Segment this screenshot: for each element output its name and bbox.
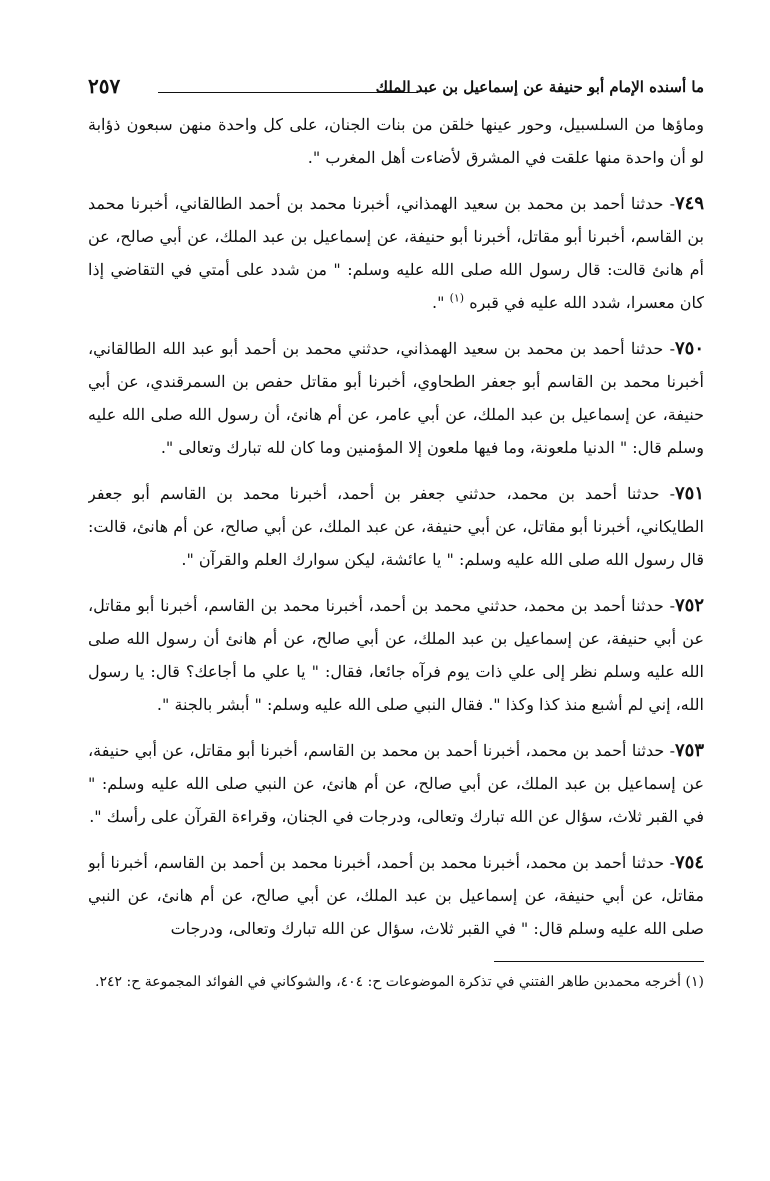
hadith-text-tail: ". bbox=[432, 293, 450, 312]
paragraph-continuation bbox=[88, 108, 704, 174]
hadith-text: - حدثنا أحمد بن محمد بن سعيد الهمذاني، حدثني محمد بن أحمد أبو عبد الله الطالقاني، أخبرنا محمد بن القاسم أبو جعفر الطحاوي، أخبرنا أبو مقاتل حفص بن السمرقندي، عن أبي حنيفة، عن إسماعيل بن عبد الملك، عن أبي عامر، عن أم هانئ، أن رسول الله صلى الله عليه وسلم قال: " الدنيا ملعونة، وما فيها ملعون إلا المؤمنين وما كان لله تبارك وتعالى ". bbox=[88, 339, 704, 457]
hadith-751 bbox=[88, 477, 704, 576]
hadith-750 bbox=[88, 332, 704, 464]
page-number: ٢٥٧ bbox=[88, 74, 121, 98]
main-text bbox=[88, 108, 704, 945]
hadith-text: - حدثنا أحمد بن محمد، حدثني محمد بن أحمد، أخبرنا محمد بن القاسم، أخبرنا أبو مقاتل، عن أبي حنيفة، عن إسماعيل بن عبد الملك، عن أبي صالح، عن أم هانئ أن رسول الله صلى الله عليه وسلم نظر إلى علي ذات يوم فرآه جائعا، فقال: " يا علي ما أجاعك؟ قال: يا رسول الله، إني لم أشبع منذ كذا وكذا ". فقال النبي صلى الله عليه وسلم: " أبشر بالجنة ". bbox=[88, 596, 704, 714]
hadith-number: ٧٥١ bbox=[674, 483, 704, 504]
hadith-749 bbox=[88, 187, 704, 319]
hadith-number: ٧٥٠ bbox=[674, 338, 704, 359]
book-page bbox=[88, 72, 704, 1112]
footnote-1: (١) أخرجه محمدبن طاهر الفتني في تذكرة الموضوعات ح: ٤٠٤، والشوكاني في الفوائد المجموعة ح: ٢٤٢. bbox=[95, 974, 704, 990]
hadith-number: ٧٥٣ bbox=[674, 740, 704, 761]
hadith-number: ٧٤٩ bbox=[674, 193, 704, 214]
hadith-753 bbox=[88, 734, 704, 833]
hadith-number: ٧٥٤ bbox=[674, 852, 704, 873]
footnotes bbox=[88, 970, 704, 994]
footnote-marker[interactable]: (١) bbox=[449, 291, 465, 305]
hadith-754 bbox=[88, 846, 704, 945]
hadith-text: - حدثنا أحمد بن محمد، حدثني جعفر بن أحمد، أخبرنا محمد بن القاسم أبو جعفر الطايكاني، أخبرنا أبو مقاتل، عن أبي حنيفة، عن عبد الملك، عن أبي صالح، عن أم هانئ، قالت: قال رسول الله صلى الله عليه وسلم: " يا عائشة، ليكن سوارك العلم والقرآن ". bbox=[88, 484, 704, 569]
footnote-rule bbox=[494, 961, 704, 962]
hadith-text: - حدثنا أحمد بن محمد، أخبرنا محمد بن أحمد، أخبرنا محمد بن أحمد بن القاسم، أخبرنا أبو مقاتل، عن أبي حنيفة، عن إسماعيل بن عبد الملك، عن أبي صالح، عن أم هانئ، عن النبي صلى الله عليه وسلم قال: " في القبر ثلاث، سؤال عن الله تبارك وتعالى، ودرجات bbox=[88, 853, 704, 938]
hadith-number: ٧٥٢ bbox=[674, 595, 704, 616]
hadith-text: - حدثنا أحمد بن محمد، أخبرنا أحمد بن محمد بن القاسم، أخبرنا أبو مقاتل، عن أبي حنيفة، عن إسماعيل بن عبد الملك، عن أبي صالح، عن أم هانئ، عن النبي صلى الله عليه وسلم: " في القبر ثلاث، سؤال عن الله تبارك وتعالى، ودرجات في الجنان، وقراءة القرآن على رأسك ". bbox=[88, 741, 704, 826]
paragraph-text: وماؤها من السلسبيل، وحور عينها خلقن من بنات الجنان، على كل واحدة منهن سبعون ذؤابة لو أن واحدة منها علقت في المشرق لأضاءت أهل المغرب ". bbox=[88, 115, 704, 167]
header-rule bbox=[158, 92, 418, 93]
page-header bbox=[88, 72, 704, 108]
running-head: ما أسنده الإمام أبو حنيفة عن إسماعيل بن عبد الملك bbox=[375, 78, 704, 96]
hadith-text: - حدثنا أحمد بن محمد بن سعيد الهمذاني، أخبرنا محمد بن أحمد الطالقاني، أخبرنا محمد بن القاسم، أخبرنا أبو مقاتل، أخبرنا أبو حنيفة، عن إسماعيل بن عبد الملك، عن أبي صالح، عن أم هانئ قالت: قال رسول الله صلى الله عليه وسلم: " من شدد على أمتي في التقاضي إذا كان معسرا، شدد الله عليه في قبره bbox=[88, 194, 704, 312]
hadith-752 bbox=[88, 589, 704, 721]
